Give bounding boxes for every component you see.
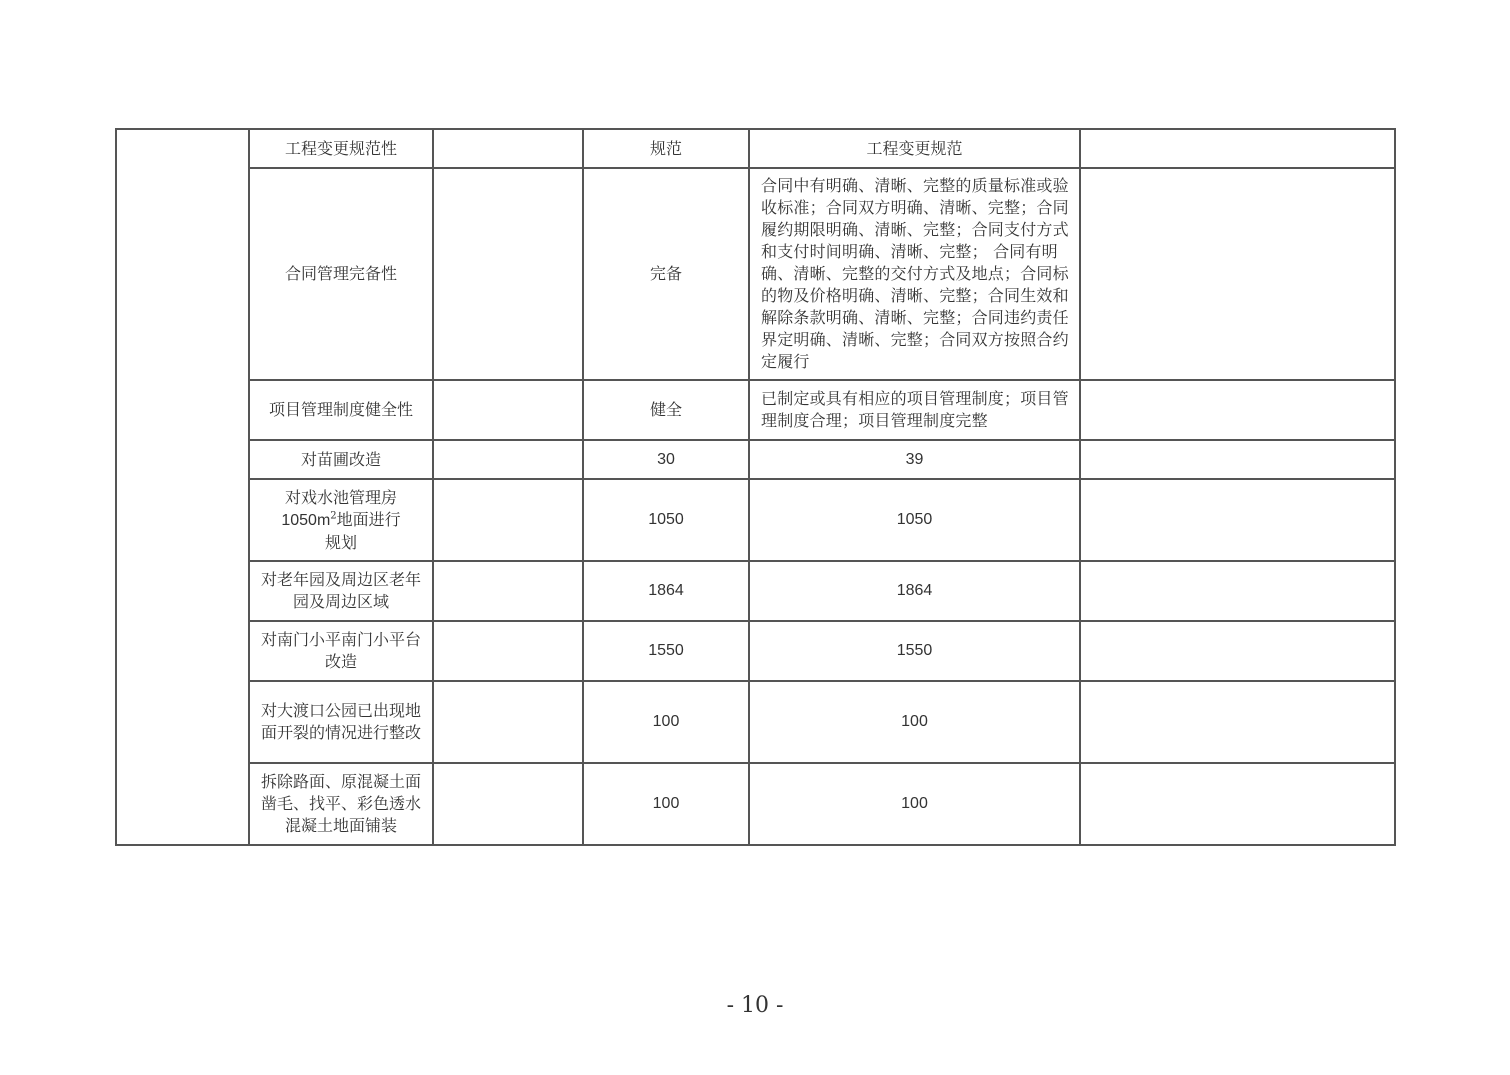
- indicator-cell: 对大渡口公园已出现地面开裂的情况进行整改: [249, 681, 433, 763]
- indicator-line: 地面进行: [336, 509, 401, 529]
- category-cell: [116, 129, 249, 845]
- actual-cell: 1864: [749, 561, 1080, 621]
- weight-cell: [433, 681, 583, 763]
- table-row: [116, 479, 1395, 561]
- target-cell: 100: [583, 681, 749, 763]
- weight-cell: [433, 168, 583, 380]
- actual-cell: 已制定或具有相应的项目管理制度；项目管理制度合理；项目管理制度完整: [749, 380, 1080, 440]
- actual-cell: 100: [749, 763, 1080, 845]
- target-cell: 完备: [583, 168, 749, 380]
- target-cell: 30: [583, 440, 749, 479]
- indicator-cell: 对老年园及周边区老年园及周边区域: [249, 561, 433, 621]
- remark-cell: [1080, 681, 1395, 763]
- indicator-line: 对戏水池管理房: [284, 487, 397, 507]
- actual-cell: 合同中有明确、清晰、完整的质量标准或验收标准；合同双方明确、清晰、完整；合同履约期限明确、清晰、完整；合同支付方式和支付时间明确、清晰、完整； 合同有明确、清晰、完整的交付方式及地点；合同标的物及价格明确、清晰、完整；合同生效和解除条款明确、清晰、完整；合同违约责任界定明确、清晰、完整；合同双方按照合约定履行: [749, 168, 1080, 380]
- table-row: [116, 440, 1395, 479]
- weight-cell: [433, 129, 583, 168]
- remark-cell: [1080, 168, 1395, 380]
- actual-cell: 工程变更规范: [749, 129, 1080, 168]
- table-row: [116, 168, 1395, 380]
- page-number: - 10 -: [726, 993, 784, 1018]
- indicator-line: 规划: [324, 532, 357, 552]
- actual-cell: 39: [749, 440, 1080, 479]
- weight-cell: [433, 621, 583, 681]
- table-row: [116, 380, 1395, 440]
- weight-cell: [433, 763, 583, 845]
- remark-cell: [1080, 621, 1395, 681]
- remark-cell: [1080, 479, 1395, 561]
- remark-cell: [1080, 440, 1395, 479]
- indicator-cell: [249, 479, 433, 561]
- target-cell: 1550: [583, 621, 749, 681]
- weight-cell: [433, 440, 583, 479]
- table-row: [116, 621, 1395, 681]
- weight-cell: [433, 561, 583, 621]
- indicator-cell: 项目管理制度健全性: [249, 380, 433, 440]
- indicator-area-exponent: 2: [330, 510, 337, 522]
- indicator-cell: 合同管理完备性: [249, 168, 433, 380]
- weight-cell: [433, 479, 583, 561]
- table-row: [116, 763, 1395, 845]
- indicator-cell: 对南门小平南门小平台改造: [249, 621, 433, 681]
- indicator-cell: 工程变更规范性: [249, 129, 433, 168]
- indicator-area-value: 1050m: [281, 511, 331, 529]
- indicator-cell: 拆除路面、原混凝土面凿毛、找平、彩色透水混凝土地面铺装: [249, 763, 433, 845]
- remark-cell: [1080, 129, 1395, 168]
- target-cell: 1864: [583, 561, 749, 621]
- remark-cell: [1080, 380, 1395, 440]
- evaluation-table: [115, 128, 1396, 846]
- table-row: [116, 681, 1395, 763]
- actual-cell: 1050: [749, 479, 1080, 561]
- target-cell: 规范: [583, 129, 749, 168]
- actual-cell: 1550: [749, 621, 1080, 681]
- indicator-cell: 对苗圃改造: [249, 440, 433, 479]
- remark-cell: [1080, 763, 1395, 845]
- table-row: [116, 561, 1395, 621]
- target-cell: 健全: [583, 380, 749, 440]
- weight-cell: [433, 380, 583, 440]
- actual-cell: 100: [749, 681, 1080, 763]
- remark-cell: [1080, 561, 1395, 621]
- table-row: [116, 129, 1395, 168]
- target-cell: 100: [583, 763, 749, 845]
- target-cell: 1050: [583, 479, 749, 561]
